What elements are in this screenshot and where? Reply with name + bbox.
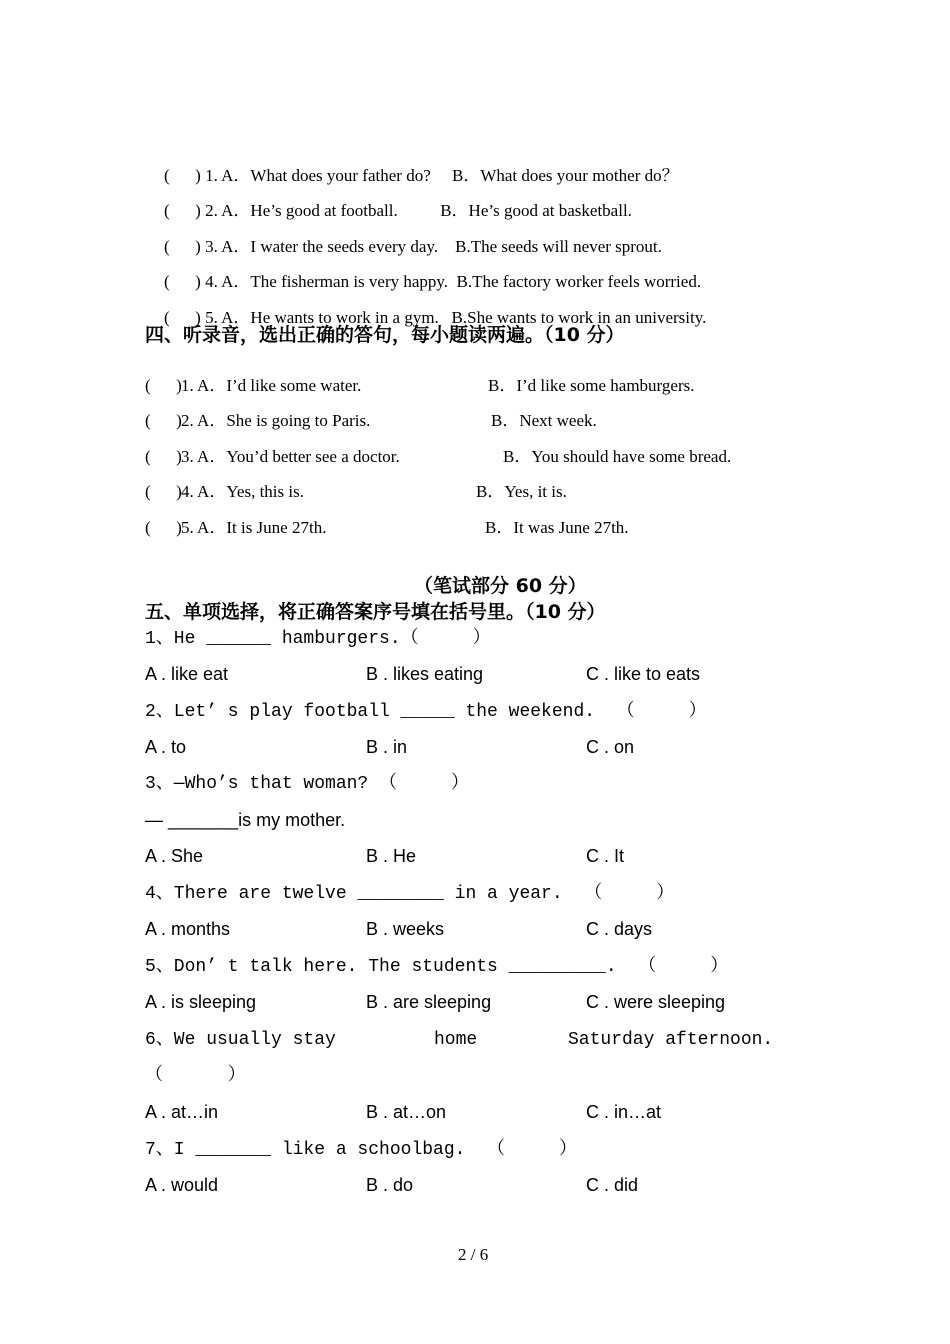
question-stem: Saturday afternoon. — [568, 1030, 774, 1050]
option-c: C . It — [586, 846, 625, 866]
option-b: B．Yes, it is. — [476, 482, 567, 501]
option-c: C . on — [586, 737, 635, 757]
option-a: A . like eat — [145, 664, 229, 684]
page-number: 2 / 6 — [458, 1245, 489, 1264]
option-a: A . She — [145, 846, 204, 866]
option-b: B . weeks — [366, 919, 445, 939]
question-stem: 5、Don’ t talk here. The students _________. （ ） — [145, 957, 729, 977]
section-heading: 五、单项选择，将正确答案序号填在括号里。（10 分） — [145, 601, 606, 623]
question-stem: 1、He ______ hamburgers.（ ） — [145, 629, 491, 649]
question-text: 1. A．What does your father do? B．What does your mother do？ — [205, 166, 679, 185]
answer-paren: ( ) — [164, 201, 201, 220]
answer-paren: ( ) — [164, 272, 201, 291]
option-a: 4. A．Yes, this is. — [181, 482, 304, 501]
option-b: B．Next week. — [491, 411, 597, 430]
option-c: C . in…at — [586, 1102, 662, 1122]
answer-paren: ( ) — [145, 447, 182, 466]
option-b: B．I’d like some hamburgers. — [488, 376, 695, 395]
question-stem: 2、Let’ s play football _____ the weekend. （ ） — [145, 702, 707, 722]
answer-paren: ( ) — [145, 376, 182, 395]
option-b: B . are sleeping — [366, 992, 492, 1012]
written-part-title: （笔试部分 60 分） — [414, 575, 587, 597]
option-a: A . at…in — [145, 1102, 219, 1122]
question-text: 2. A．He’s good at football. B．He’s good at basketball. — [205, 201, 632, 220]
option-a: A . would — [145, 1175, 219, 1195]
question-text: 5. A．He wants to work in a gym. B.She wants to work in an university. — [205, 308, 707, 327]
option-b: B . at…on — [366, 1102, 447, 1122]
answer-paren: ( ) — [164, 237, 201, 256]
option-b: B．It was June 27th. — [485, 518, 629, 537]
option-a: A . to — [145, 737, 187, 757]
option-b: B . likes eating — [366, 664, 484, 684]
answer-paren: ( ) — [145, 482, 182, 501]
question-stem: 4、There are twelve ________ in a year. （ ） — [145, 884, 675, 904]
option-b: B . do — [366, 1175, 414, 1195]
option-a: A . months — [145, 919, 231, 939]
option-b: B．You should have some bread. — [503, 447, 732, 466]
answer-paren: ( ) — [145, 411, 182, 430]
option-a: 3. A．You’d better see a doctor. — [181, 447, 400, 466]
question-stem: 3、—Who’s that woman? （ ） — [145, 774, 470, 794]
answer-paren: ( ) — [164, 308, 201, 327]
option-a: 2. A．She is going to Paris. — [181, 411, 371, 430]
question-stem: 6、We usually stay — [145, 1030, 336, 1050]
option-c: C . like to eats — [586, 664, 701, 684]
option-a: A . is sleeping — [145, 992, 257, 1012]
option-a: 1. A．I’d like some water. — [181, 376, 362, 395]
option-b: B . He — [366, 846, 417, 866]
answer-paren: （ ） — [145, 1066, 246, 1086]
question-subline: — _______is my mother. — [145, 810, 346, 830]
answer-paren: ( ) — [164, 166, 201, 185]
answer-paren: ( ) — [145, 518, 182, 537]
question-text: 4. A．The fisherman is very happy. B.The factory worker feels worried. — [205, 272, 702, 291]
section-heading: 四、听录音，选出正确的答句，每小题读两遍。（10 分） — [145, 324, 625, 346]
option-a: 5. A．It is June 27th. — [181, 518, 327, 537]
question-text: 3. A．I water the seeds every day. B.The seeds will never sprout. — [205, 237, 662, 256]
question-stem: home — [434, 1030, 478, 1050]
option-c: C . days — [586, 919, 653, 939]
option-c: C . did — [586, 1175, 639, 1195]
option-b: B . in — [366, 737, 408, 757]
option-c: C . were sleeping — [586, 992, 726, 1012]
question-stem: 7、I _______ like a schoolbag. （ ） — [145, 1140, 578, 1160]
